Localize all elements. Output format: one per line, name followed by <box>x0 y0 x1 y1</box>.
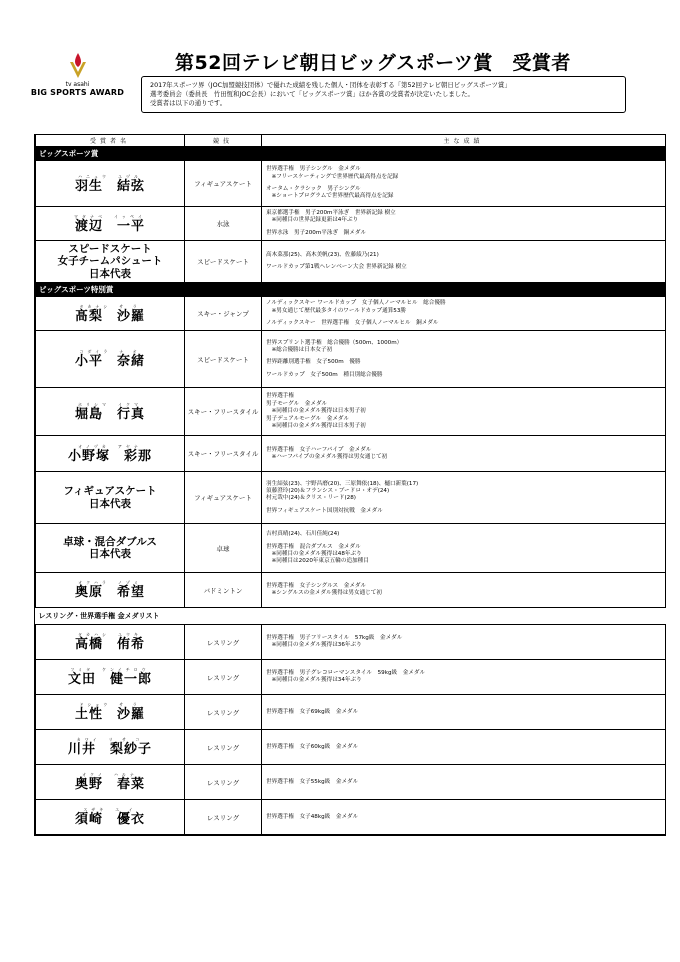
table-row <box>36 161 666 207</box>
team-name-line: スピードスケート <box>68 242 152 255</box>
achievements-cell <box>262 524 666 573</box>
achievement-line: ノルディックスキー 世界選手権 女子個人ノーマルヒル 銅メダル <box>266 320 439 327</box>
sport-cell: スピードスケート <box>185 241 262 283</box>
sport-cell: レスリング <box>185 695 262 730</box>
achievement-line: 世界選手権 女子ハーフパイプ 金メダル <box>266 446 372 453</box>
achievements-cell <box>262 660 666 695</box>
furigana: タカナシ サ ラ <box>79 303 141 309</box>
furigana: オノヅカ アヤナ <box>78 443 142 449</box>
achievement-line: 世界選手権 女子55kg級 金メダル <box>266 778 359 785</box>
table-row <box>36 524 666 573</box>
section-title: ビッグスポーツ賞 <box>36 147 666 161</box>
sport-cell: フィギュアスケート <box>185 472 262 524</box>
table-row <box>36 695 666 730</box>
team-name-line: フィギュアスケート <box>63 485 157 498</box>
achievement-line: ノルディックスキー ワールドカップ 女子個人ノーマルヒル 総合優勝 <box>266 300 446 307</box>
achievement-line: 世界選手権 <box>266 393 294 400</box>
awardee-name-cell <box>36 730 185 765</box>
furigana: ハニュウ ユヅル <box>78 173 142 179</box>
awardee-name-cell <box>36 207 185 241</box>
awardee-name-cell <box>36 660 185 695</box>
page-title: 第52回テレビ朝日ビッグスポーツ賞 受賞者 <box>175 52 571 74</box>
furigana: タカハシ ユウキ <box>78 632 142 638</box>
achievement-line: ワールドカップ 女子500m 種目別総合優勝 <box>266 371 383 378</box>
awardee-name: 高橋 侑希 <box>74 637 145 653</box>
achievement-line: 世界スプリント選手権 総合優勝（500m、1000m） <box>266 339 403 346</box>
achievements-cell <box>262 573 666 608</box>
sport-cell: スキー・フリースタイル <box>185 388 262 436</box>
logo-small-text: tv asahi <box>65 81 90 88</box>
team-name-line: 女子チームパシュート <box>57 255 163 268</box>
furigana: フミタ ケンイチロウ <box>70 667 150 673</box>
achievement-line: ※フリースケーティングで世界歴代最高得点を記録 <box>266 173 399 180</box>
achievement-line: 世界選手権 男子フリースタイル 57kg級 金メダル <box>266 635 403 642</box>
achievement-line: 東京都選手権 男子200m平泳ぎ 世界新記録 樹立 <box>266 210 396 216</box>
team-name-line: 日本代表 <box>89 267 131 280</box>
achievement-line: ※ショートプログラムで世界歴代最高得点を記録 <box>266 193 394 200</box>
awardee-name-cell <box>36 524 185 573</box>
awardee-name-cell <box>36 625 185 660</box>
achievements-cell <box>262 297 666 331</box>
sport-cell: 水泳 <box>185 207 262 241</box>
achievement-line: 世界選手権 男子グレコローマンスタイル 59kg級 金メダル <box>266 670 426 677</box>
sport-cell: レスリング <box>185 800 262 835</box>
achievement-line: ※同種目の金メダル獲得は日本男子初 <box>266 423 366 430</box>
furigana: ホリシマ イクマ <box>78 401 142 407</box>
awardee-name: 小平 奈緒 <box>74 354 145 370</box>
awardee-table-wrapper <box>34 134 666 836</box>
awardee-name: 奥野 春菜 <box>74 777 145 793</box>
achievement-line: ワールドカップ第1戦ヘレンベーン大会 世界新記録 樹立 <box>266 264 407 271</box>
achievement-line: 男子モーグル 金メダル <box>266 400 328 407</box>
awardee-name-cell <box>36 436 185 472</box>
awardee-name: 羽生 結弦 <box>74 178 145 194</box>
achievement-line: 世界選手権 女子60kg級 金メダル <box>266 743 359 750</box>
table-header-row <box>36 135 666 147</box>
achievements-cell <box>262 331 666 388</box>
achievements-cell <box>262 765 666 800</box>
sport-cell: レスリング <box>185 660 262 695</box>
sport-cell: スピードスケート <box>185 331 262 388</box>
achievement-line: ※総合優勝は日本女子初 <box>266 347 333 354</box>
award-emblem-icon <box>67 52 89 80</box>
achievement-line: 世界フィギュアスケート国別対抗戦 金メダル <box>266 507 383 514</box>
section-header-row <box>36 147 666 161</box>
achievements-cell <box>262 625 666 660</box>
intro-line: 2017年スポーツ界（JOC加盟競技団体）で優れた成績を残した個人・団体を表彰する「第52回テレビ朝日ビッグスポーツ賞」 <box>150 81 511 89</box>
section-title: レスリング・世界選手権 金メダリスト <box>36 608 666 625</box>
sport-cell: スキー・フリースタイル <box>185 436 262 472</box>
achievements-cell <box>262 695 666 730</box>
table-row <box>36 573 666 608</box>
sport-cell: 卓球 <box>185 524 262 573</box>
awardee-name-cell <box>36 765 185 800</box>
table-row <box>36 800 666 835</box>
furigana: コダイラ ナ オ <box>79 349 141 355</box>
awardee-name-cell <box>36 388 185 436</box>
awardee-name: 川井 梨紗子 <box>67 742 152 758</box>
sport-cell: レスリング <box>185 625 262 660</box>
achievement-line: 村元哉中(24)＆クリス・リード(28) <box>266 495 356 502</box>
achievement-line: 高木菜那(25)、高木美帆(23)、佐藤綾乃(21) <box>266 251 379 258</box>
intro-line: 選考委員会（委員長 竹田恆和JOC会長）において「ビッグスポーツ賞」ほか各賞の受賞者が決定いたしました。 <box>150 90 474 98</box>
furigana: オクノ ハルナ <box>82 772 138 778</box>
awardee-name-cell <box>36 800 185 835</box>
achievement-line: 世界選手権 女子69kg級 金メダル <box>266 708 359 715</box>
awardee-name: 小野塚 彩那 <box>67 448 152 464</box>
achievement-line: ※男女通じて歴代最多タイのワールドカップ通算53勝 <box>266 307 407 314</box>
table-row <box>36 388 666 436</box>
achievements-cell <box>262 472 666 524</box>
header-sport: 競技 <box>185 135 262 147</box>
achievement-line: ※同種目の金メダル獲得は36年ぶり <box>266 642 362 649</box>
achievements-cell <box>262 730 666 765</box>
achievement-line: ※ハーフパイプの金メダル獲得は男女通じて初 <box>266 453 388 460</box>
section-header-row <box>36 608 666 625</box>
sport-cell: スキー・ジャンプ <box>185 297 262 331</box>
table-row <box>36 660 666 695</box>
table-body <box>36 147 666 835</box>
team-name-line: 卓球・混合ダブルス <box>63 535 157 548</box>
achievement-line: ※同種目の金メダル獲得は日本男子初 <box>266 408 366 415</box>
achievement-line: 世界選手権 男子シングル 金メダル <box>266 166 361 173</box>
achievements-cell <box>262 800 666 835</box>
sport-cell: フィギュアスケート <box>185 161 262 207</box>
table-row <box>36 331 666 388</box>
awardee-name-cell <box>36 695 185 730</box>
achievement-line: 世界選手権 女子シングルス 金メダル <box>266 583 367 590</box>
awardee-name: 文田 健一郎 <box>67 672 152 688</box>
intro-box <box>141 76 626 113</box>
intro-line: 受賞者は以下の通りです。 <box>150 99 227 107</box>
achievements-cell <box>262 207 666 241</box>
awardee-name-cell <box>36 331 185 388</box>
furigana: スザキ ユ イ <box>83 807 137 813</box>
achievement-line: 世界選手権 女子48kg級 金メダル <box>266 813 359 820</box>
awardee-name: 髙梨 沙羅 <box>74 308 145 324</box>
table-row <box>36 297 666 331</box>
awardee-name: 土性 沙羅 <box>74 707 145 723</box>
achievement-line: 須藤澄玲(20)＆フランシス・ブードロ・オデ(24) <box>266 488 390 495</box>
awardee-name: 渡辺 一平 <box>74 218 145 234</box>
table-row <box>36 241 666 283</box>
achievement-line: 世界距離別選手権 女子500m 優勝 <box>266 359 361 366</box>
achievement-line: ※同種目の金メダル獲得は34年ぶり <box>266 677 362 684</box>
team-name-line: 日本代表 <box>89 548 131 561</box>
sport-cell: レスリング <box>185 730 262 765</box>
table-row <box>36 472 666 524</box>
furigana: カワイ リ サ コ <box>76 737 144 743</box>
achievement-line: ※同種目の世界記録更新は4年ぶり <box>266 217 359 224</box>
achievement-line: 世界選手権 混合ダブルス 金メダル <box>266 543 361 550</box>
achievement-line: ※同種目の金メダル獲得は48年ぶり <box>266 550 362 557</box>
awardee-name-cell <box>36 472 185 524</box>
awardee-name-cell <box>36 161 185 207</box>
furigana: ワタナベ イッペイ <box>74 213 146 219</box>
table-row <box>36 730 666 765</box>
achievements-cell <box>262 161 666 207</box>
achievement-line: 吉村真晴(24)、石川佳純(24) <box>266 531 340 538</box>
awardee-name-cell <box>36 573 185 608</box>
achievements-cell <box>262 436 666 472</box>
table-row <box>36 765 666 800</box>
achievements-cell <box>262 388 666 436</box>
section-header-row <box>36 283 666 297</box>
section-title: ビッグスポーツ特別賞 <box>36 283 666 297</box>
table-row <box>36 436 666 472</box>
sport-cell: バドミントン <box>185 573 262 608</box>
table-row <box>36 207 666 241</box>
achievements-cell <box>262 241 666 283</box>
awardee-name-cell <box>36 297 185 331</box>
awardee-name-cell <box>36 241 185 283</box>
table-row <box>36 625 666 660</box>
achievement-line: ※同種目は2020年東京五輪の追加種目 <box>266 558 369 565</box>
achievement-line: 世界水泳 男子200m平泳ぎ 銅メダル <box>266 229 367 236</box>
furigana: ドショウ サ ラ <box>79 702 141 708</box>
achievement-line: 羽生結弦(23)、宇野昌磨(20)、三原舞依(18)、樋口新葉(17) <box>266 480 419 487</box>
team-name-line: 日本代表 <box>89 497 131 510</box>
tv-asahi-logo <box>20 52 135 97</box>
logo-big-text: BIG SPORTS AWARD <box>30 88 125 97</box>
sport-cell: レスリング <box>185 765 262 800</box>
awardee-name: 堀島 行真 <box>74 406 145 422</box>
achievement-line: ※シングルスの金メダル獲得は男女通じて初 <box>266 590 382 597</box>
header-name: 受賞者名 <box>36 135 185 147</box>
awardee-table <box>35 134 666 835</box>
achievement-line: 男子デュアルモーグル 金メダル <box>266 415 350 422</box>
header-achievements: 主な成績 <box>262 135 666 147</box>
furigana: オクハラ ノゾミ <box>78 580 142 586</box>
achievement-line: オータム・クラシック 男子シングル <box>266 186 361 192</box>
awardee-name: 奥原 希望 <box>74 585 145 601</box>
awardee-name: 須崎 優衣 <box>74 812 145 828</box>
